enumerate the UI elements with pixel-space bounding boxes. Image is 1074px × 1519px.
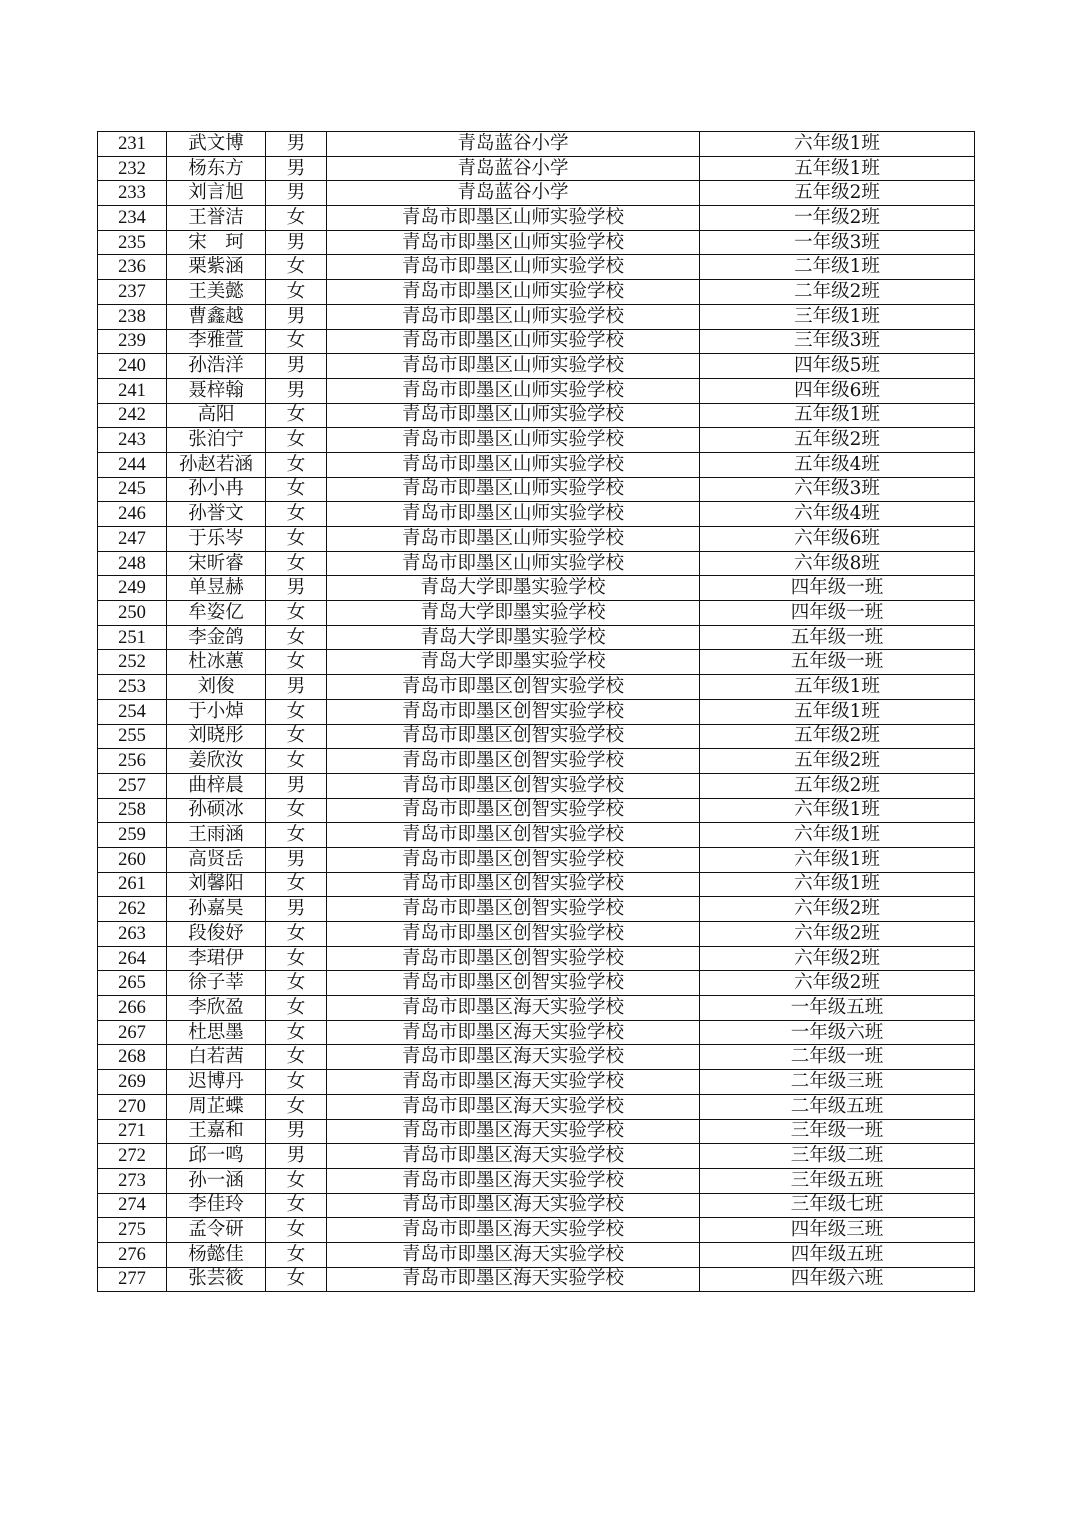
row-number: 241 — [98, 378, 167, 403]
roster-sheet — [97, 131, 974, 1292]
student-name: 张芸筱 — [167, 1267, 266, 1292]
student-gender: 男 — [266, 1144, 327, 1169]
student-name: 于乐岑 — [167, 527, 266, 552]
school-name: 青岛市即墨区创智实验学校 — [327, 675, 700, 700]
table-row — [98, 477, 975, 502]
table-row — [98, 156, 975, 181]
student-name: 王嘉和 — [167, 1119, 266, 1144]
student-gender: 女 — [266, 1242, 327, 1267]
student-gender: 男 — [266, 181, 327, 206]
student-gender: 男 — [266, 897, 327, 922]
class-name: 四年级一班 — [700, 576, 975, 601]
table-row — [98, 699, 975, 724]
school-name: 青岛市即墨区山师实验学校 — [327, 551, 700, 576]
school-name: 青岛市即墨区创智实验学校 — [327, 897, 700, 922]
student-gender: 女 — [266, 280, 327, 305]
school-name: 青岛市即墨区海天实验学校 — [327, 1144, 700, 1169]
school-name: 青岛市即墨区山师实验学校 — [327, 502, 700, 527]
class-name: 五年级1班 — [700, 403, 975, 428]
class-name: 六年级2班 — [700, 971, 975, 996]
table-row — [98, 403, 975, 428]
class-name: 五年级2班 — [700, 773, 975, 798]
class-name: 五年级2班 — [700, 428, 975, 453]
table-row — [98, 1267, 975, 1292]
school-name: 青岛市即墨区山师实验学校 — [327, 230, 700, 255]
table-row — [98, 946, 975, 971]
school-name: 青岛市即墨区海天实验学校 — [327, 1168, 700, 1193]
student-gender: 女 — [266, 922, 327, 947]
student-gender: 女 — [266, 1020, 327, 1045]
row-number: 234 — [98, 206, 167, 231]
student-name: 宋昕睿 — [167, 551, 266, 576]
row-number: 251 — [98, 625, 167, 650]
student-name: 迟博丹 — [167, 1070, 266, 1095]
class-name: 二年级三班 — [700, 1070, 975, 1095]
student-name: 李珺伊 — [167, 946, 266, 971]
row-number: 244 — [98, 452, 167, 477]
row-number: 238 — [98, 304, 167, 329]
row-number: 259 — [98, 823, 167, 848]
table-row — [98, 527, 975, 552]
student-gender: 男 — [266, 378, 327, 403]
student-name: 孙硕冰 — [167, 798, 266, 823]
student-gender: 男 — [266, 576, 327, 601]
student-name: 牟姿亿 — [167, 601, 266, 626]
school-name: 青岛蓝谷小学 — [327, 156, 700, 181]
school-name: 青岛市即墨区创智实验学校 — [327, 699, 700, 724]
row-number: 260 — [98, 847, 167, 872]
student-name: 王雨涵 — [167, 823, 266, 848]
student-name: 徐子莘 — [167, 971, 266, 996]
table-row — [98, 329, 975, 354]
row-number: 253 — [98, 675, 167, 700]
student-gender: 女 — [266, 403, 327, 428]
row-number: 273 — [98, 1168, 167, 1193]
student-name: 杜冰蕙 — [167, 650, 266, 675]
row-number: 237 — [98, 280, 167, 305]
row-number: 249 — [98, 576, 167, 601]
table-row — [98, 1119, 975, 1144]
school-name: 青岛市即墨区山师实验学校 — [327, 452, 700, 477]
student-name: 李雅萱 — [167, 329, 266, 354]
student-gender: 女 — [266, 699, 327, 724]
class-name: 五年级一班 — [700, 650, 975, 675]
student-name: 孙一涵 — [167, 1168, 266, 1193]
student-gender: 女 — [266, 872, 327, 897]
student-gender: 女 — [266, 527, 327, 552]
table-row — [98, 773, 975, 798]
class-name: 六年级1班 — [700, 872, 975, 897]
student-gender: 男 — [266, 773, 327, 798]
class-name: 一年级3班 — [700, 230, 975, 255]
class-name: 六年级2班 — [700, 897, 975, 922]
student-name: 杜思墨 — [167, 1020, 266, 1045]
student-name: 孙赵若涵 — [167, 452, 266, 477]
class-name: 三年级一班 — [700, 1119, 975, 1144]
student-gender: 男 — [266, 354, 327, 379]
table-row — [98, 1193, 975, 1218]
row-number: 274 — [98, 1193, 167, 1218]
table-row — [98, 601, 975, 626]
class-name: 五年级1班 — [700, 675, 975, 700]
row-number: 255 — [98, 724, 167, 749]
class-name: 三年级七班 — [700, 1193, 975, 1218]
student-name: 孙浩洋 — [167, 354, 266, 379]
row-number: 276 — [98, 1242, 167, 1267]
row-number: 254 — [98, 699, 167, 724]
class-name: 六年级1班 — [700, 132, 975, 157]
student-gender: 男 — [266, 1119, 327, 1144]
table-row — [98, 650, 975, 675]
school-name: 青岛蓝谷小学 — [327, 132, 700, 157]
row-number: 264 — [98, 946, 167, 971]
class-name: 四年级六班 — [700, 1267, 975, 1292]
class-name: 五年级一班 — [700, 625, 975, 650]
school-name: 青岛市即墨区创智实验学校 — [327, 773, 700, 798]
school-name: 青岛市即墨区山师实验学校 — [327, 428, 700, 453]
row-number: 266 — [98, 996, 167, 1021]
table-row — [98, 823, 975, 848]
table-row — [98, 132, 975, 157]
class-name: 六年级1班 — [700, 823, 975, 848]
table-row — [98, 452, 975, 477]
student-name: 曹鑫越 — [167, 304, 266, 329]
class-name: 一年级六班 — [700, 1020, 975, 1045]
student-name: 刘馨阳 — [167, 872, 266, 897]
row-number: 258 — [98, 798, 167, 823]
row-number: 267 — [98, 1020, 167, 1045]
student-roster-table — [97, 131, 975, 1292]
student-name: 孙小冉 — [167, 477, 266, 502]
row-number: 239 — [98, 329, 167, 354]
student-gender: 男 — [266, 304, 327, 329]
student-gender: 女 — [266, 452, 327, 477]
school-name: 青岛市即墨区山师实验学校 — [327, 329, 700, 354]
class-name: 四年级三班 — [700, 1218, 975, 1243]
class-name: 六年级6班 — [700, 527, 975, 552]
class-name: 四年级5班 — [700, 354, 975, 379]
school-name: 青岛市即墨区创智实验学校 — [327, 922, 700, 947]
student-name: 孙嘉昊 — [167, 897, 266, 922]
student-name: 杨懿佳 — [167, 1242, 266, 1267]
school-name: 青岛市即墨区海天实验学校 — [327, 1193, 700, 1218]
table-row — [98, 1242, 975, 1267]
student-name: 王誉洁 — [167, 206, 266, 231]
row-number: 263 — [98, 922, 167, 947]
student-name: 栗紫涵 — [167, 255, 266, 280]
class-name: 五年级2班 — [700, 724, 975, 749]
school-name: 青岛市即墨区海天实验学校 — [327, 1094, 700, 1119]
row-number: 231 — [98, 132, 167, 157]
school-name: 青岛市即墨区山师实验学校 — [327, 378, 700, 403]
table-row — [98, 304, 975, 329]
row-number: 256 — [98, 749, 167, 774]
class-name: 五年级2班 — [700, 181, 975, 206]
student-gender: 男 — [266, 156, 327, 181]
table-row — [98, 551, 975, 576]
student-gender: 女 — [266, 749, 327, 774]
school-name: 青岛市即墨区创智实验学校 — [327, 823, 700, 848]
table-row — [98, 1144, 975, 1169]
table-row — [98, 1168, 975, 1193]
class-name: 五年级1班 — [700, 699, 975, 724]
row-number: 248 — [98, 551, 167, 576]
table-row — [98, 798, 975, 823]
school-name: 青岛大学即墨实验学校 — [327, 625, 700, 650]
row-number: 232 — [98, 156, 167, 181]
row-number: 235 — [98, 230, 167, 255]
student-name: 武文博 — [167, 132, 266, 157]
class-name: 六年级8班 — [700, 551, 975, 576]
school-name: 青岛市即墨区山师实验学校 — [327, 206, 700, 231]
student-gender: 女 — [266, 1267, 327, 1292]
student-name: 单昱赫 — [167, 576, 266, 601]
student-gender: 女 — [266, 601, 327, 626]
row-number: 236 — [98, 255, 167, 280]
row-number: 242 — [98, 403, 167, 428]
student-name: 于小焯 — [167, 699, 266, 724]
student-gender: 男 — [266, 230, 327, 255]
student-gender: 女 — [266, 625, 327, 650]
school-name: 青岛市即墨区山师实验学校 — [327, 527, 700, 552]
student-gender: 女 — [266, 1070, 327, 1095]
class-name: 四年级6班 — [700, 378, 975, 403]
row-number: 233 — [98, 181, 167, 206]
class-name: 二年级五班 — [700, 1094, 975, 1119]
student-gender: 女 — [266, 477, 327, 502]
table-row — [98, 428, 975, 453]
school-name: 青岛蓝谷小学 — [327, 181, 700, 206]
student-name: 孙誉文 — [167, 502, 266, 527]
row-number: 269 — [98, 1070, 167, 1095]
student-name: 姜欣汝 — [167, 749, 266, 774]
student-gender: 女 — [266, 946, 327, 971]
student-name: 刘言旭 — [167, 181, 266, 206]
student-gender: 女 — [266, 971, 327, 996]
school-name: 青岛市即墨区海天实验学校 — [327, 1119, 700, 1144]
student-gender: 女 — [266, 724, 327, 749]
school-name: 青岛市即墨区海天实验学校 — [327, 1242, 700, 1267]
student-name: 邱一鸣 — [167, 1144, 266, 1169]
class-name: 六年级2班 — [700, 946, 975, 971]
class-name: 四年级一班 — [700, 601, 975, 626]
school-name: 青岛市即墨区海天实验学校 — [327, 996, 700, 1021]
row-number: 270 — [98, 1094, 167, 1119]
class-name: 六年级4班 — [700, 502, 975, 527]
table-row — [98, 502, 975, 527]
school-name: 青岛市即墨区山师实验学校 — [327, 477, 700, 502]
student-gender: 女 — [266, 428, 327, 453]
table-row — [98, 181, 975, 206]
student-name: 刘俊 — [167, 675, 266, 700]
class-name: 五年级2班 — [700, 749, 975, 774]
school-name: 青岛市即墨区创智实验学校 — [327, 971, 700, 996]
student-gender: 女 — [266, 255, 327, 280]
table-row — [98, 1020, 975, 1045]
student-gender: 女 — [266, 551, 327, 576]
row-number: 243 — [98, 428, 167, 453]
class-name: 六年级1班 — [700, 798, 975, 823]
table-row — [98, 922, 975, 947]
student-name: 李佳玲 — [167, 1193, 266, 1218]
row-number: 275 — [98, 1218, 167, 1243]
student-name: 高阳 — [167, 403, 266, 428]
class-name: 二年级一班 — [700, 1045, 975, 1070]
school-name: 青岛市即墨区海天实验学校 — [327, 1267, 700, 1292]
class-name: 五年级4班 — [700, 452, 975, 477]
student-name: 刘晓彤 — [167, 724, 266, 749]
row-number: 261 — [98, 872, 167, 897]
table-row — [98, 675, 975, 700]
class-name: 六年级2班 — [700, 922, 975, 947]
student-gender: 女 — [266, 798, 327, 823]
student-name: 杨东方 — [167, 156, 266, 181]
student-name: 段俊妤 — [167, 922, 266, 947]
student-gender: 男 — [266, 675, 327, 700]
school-name: 青岛市即墨区创智实验学校 — [327, 749, 700, 774]
school-name: 青岛大学即墨实验学校 — [327, 576, 700, 601]
school-name: 青岛市即墨区山师实验学校 — [327, 354, 700, 379]
school-name: 青岛市即墨区海天实验学校 — [327, 1070, 700, 1095]
student-gender: 女 — [266, 1094, 327, 1119]
school-name: 青岛市即墨区山师实验学校 — [327, 403, 700, 428]
student-gender: 男 — [266, 132, 327, 157]
table-row — [98, 749, 975, 774]
class-name: 六年级1班 — [700, 847, 975, 872]
row-number: 277 — [98, 1267, 167, 1292]
student-name: 周芷蝶 — [167, 1094, 266, 1119]
school-name: 青岛市即墨区创智实验学校 — [327, 798, 700, 823]
table-row — [98, 1070, 975, 1095]
class-name: 一年级五班 — [700, 996, 975, 1021]
roster-body — [98, 132, 975, 1292]
student-name: 李欣盈 — [167, 996, 266, 1021]
school-name: 青岛市即墨区山师实验学校 — [327, 280, 700, 305]
table-row — [98, 872, 975, 897]
row-number: 245 — [98, 477, 167, 502]
class-name: 二年级2班 — [700, 280, 975, 305]
table-row — [98, 996, 975, 1021]
row-number: 262 — [98, 897, 167, 922]
class-name: 三年级二班 — [700, 1144, 975, 1169]
class-name: 二年级1班 — [700, 255, 975, 280]
school-name: 青岛市即墨区海天实验学校 — [327, 1045, 700, 1070]
table-row — [98, 897, 975, 922]
student-gender: 女 — [266, 329, 327, 354]
class-name: 四年级五班 — [700, 1242, 975, 1267]
student-name: 张泊宁 — [167, 428, 266, 453]
school-name: 青岛市即墨区海天实验学校 — [327, 1218, 700, 1243]
class-name: 三年级五班 — [700, 1168, 975, 1193]
student-gender: 女 — [266, 206, 327, 231]
table-row — [98, 1218, 975, 1243]
school-name: 青岛市即墨区创智实验学校 — [327, 872, 700, 897]
student-gender: 女 — [266, 502, 327, 527]
student-name: 孟令研 — [167, 1218, 266, 1243]
class-name: 六年级3班 — [700, 477, 975, 502]
table-row — [98, 354, 975, 379]
table-row — [98, 280, 975, 305]
class-name: 三年级3班 — [700, 329, 975, 354]
school-name: 青岛市即墨区山师实验学校 — [327, 304, 700, 329]
school-name: 青岛大学即墨实验学校 — [327, 650, 700, 675]
class-name: 三年级1班 — [700, 304, 975, 329]
table-row — [98, 576, 975, 601]
student-name: 高贤岳 — [167, 847, 266, 872]
class-name: 五年级1班 — [700, 156, 975, 181]
school-name: 青岛市即墨区创智实验学校 — [327, 946, 700, 971]
school-name: 青岛市即墨区创智实验学校 — [327, 724, 700, 749]
student-name: 聂梓翰 — [167, 378, 266, 403]
school-name: 青岛市即墨区创智实验学校 — [327, 847, 700, 872]
table-row — [98, 847, 975, 872]
student-gender: 女 — [266, 1193, 327, 1218]
school-name: 青岛市即墨区海天实验学校 — [327, 1020, 700, 1045]
student-gender: 女 — [266, 1218, 327, 1243]
row-number: 240 — [98, 354, 167, 379]
student-name: 宋 珂 — [167, 230, 266, 255]
class-name: 一年级2班 — [700, 206, 975, 231]
table-row — [98, 724, 975, 749]
row-number: 265 — [98, 971, 167, 996]
row-number: 252 — [98, 650, 167, 675]
student-name: 王美懿 — [167, 280, 266, 305]
student-gender: 女 — [266, 1045, 327, 1070]
table-row — [98, 255, 975, 280]
student-name: 白若茜 — [167, 1045, 266, 1070]
student-name: 李金鸽 — [167, 625, 266, 650]
school-name: 青岛市即墨区山师实验学校 — [327, 255, 700, 280]
row-number: 247 — [98, 527, 167, 552]
school-name: 青岛大学即墨实验学校 — [327, 601, 700, 626]
row-number: 257 — [98, 773, 167, 798]
table-row — [98, 971, 975, 996]
table-row — [98, 1094, 975, 1119]
row-number: 268 — [98, 1045, 167, 1070]
student-gender: 女 — [266, 823, 327, 848]
table-row — [98, 378, 975, 403]
student-gender: 女 — [266, 1168, 327, 1193]
row-number: 272 — [98, 1144, 167, 1169]
table-row — [98, 1045, 975, 1070]
row-number: 250 — [98, 601, 167, 626]
student-gender: 女 — [266, 650, 327, 675]
row-number: 271 — [98, 1119, 167, 1144]
table-row — [98, 230, 975, 255]
row-number: 246 — [98, 502, 167, 527]
table-row — [98, 625, 975, 650]
table-row — [98, 206, 975, 231]
student-gender: 男 — [266, 847, 327, 872]
student-gender: 女 — [266, 996, 327, 1021]
student-name: 曲梓晨 — [167, 773, 266, 798]
